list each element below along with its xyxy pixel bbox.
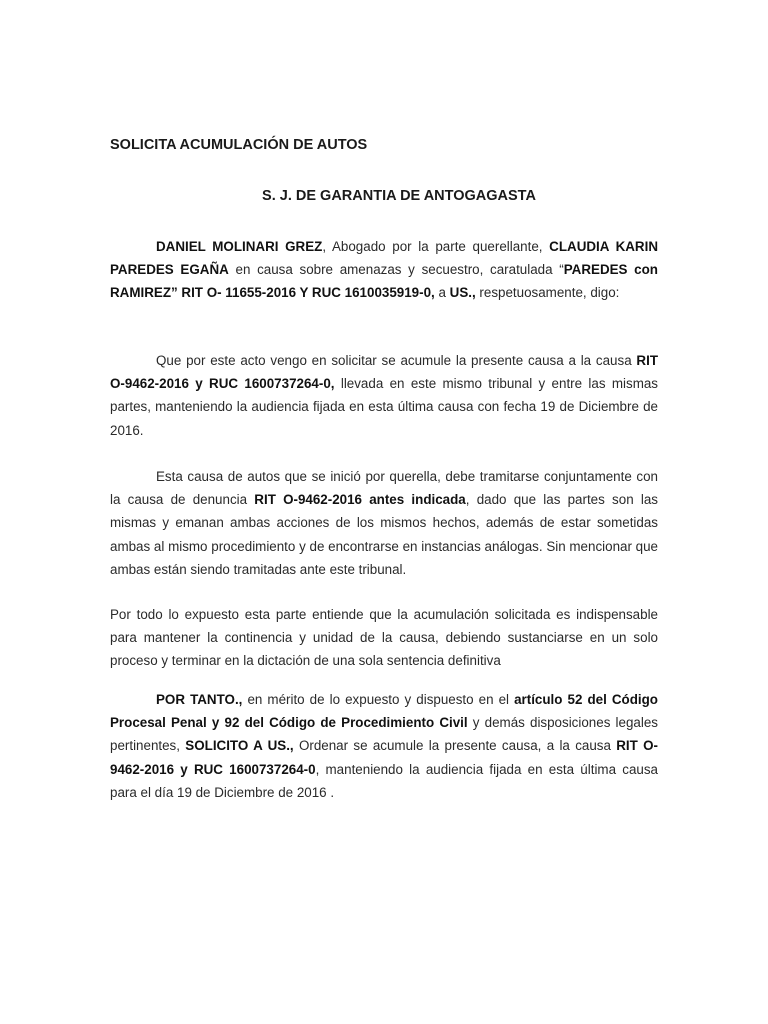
legal-articles: artículo 52 del Código Procesal Penal y 92 del Código de Procedimiento Civil [110, 692, 658, 731]
paragraph-introduction: DANIEL MOLINARI GREZ, Abogado por la parte querellante, CLAUDIA KARIN PAREDES EGAÑA en causa sobre amenazas y secuestro, caratulada “PAREDES con RAMIREZ” RIT O- 11655-2016 Y RUC 1610035919-0, a US., respetuosamente, digo: [110, 239, 658, 301]
case-reference: RIT O-9462-2016 antes indicada [254, 492, 466, 508]
paragraph-conclusion: Por todo lo expuesto esta parte entiende que la acumulación solicitada es indispensable para mantener la continencia y unidad de la causa, debiendo sustanciarse en un solo proceso y terminar en la dictación de una sola sentencia definitiva [110, 607, 658, 669]
paragraph-petition: POR TANTO., en mérito de lo expuesto y dispuesto en el artículo 52 del Código Procesal Penal y 92 del Código de Procedimiento Civil y demás disposiciones legales pertinentes, SOLICITO A US., Ordenar se acumule la presente causa, a la causa RIT O-9462-2016 y RUC 1600737264-0, manteniendo la audiencia fijada en esta última causa para el día 19 de Diciembre de 2016 . [110, 692, 659, 800]
paragraph-request: Que por este acto vengo en solicitar se acumule la presente causa a la causa RIT O-9462-2016 y RUC 1600737264-0, llevada en este mismo tribunal y entre las mismas partes, manteniendo la audiencia fijada en esta última causa con fecha 19 de Diciembre de 2016. [110, 353, 658, 438]
lawyer-name: DANIEL MOLINARI GREZ [156, 239, 323, 254]
case-caption: PAREDES con RAMIREZ” RIT O- 11655-2016 Y RUC 1610035919-0, [110, 262, 658, 301]
paragraph-justification: Esta causa de autos que se inició por querella, debe tramitarse conjuntamente con la causa de denuncia RIT O-9462-2016 antes indicada, dado que las partes son las mismas y emanan ambas acciones de los mismos hechos, además de estar sometidas ambas al mismo procedimiento y de encontrarse en instancias análogas. Sin mencionar que ambas están siendo tramitadas ante este tribunal. [110, 469, 658, 577]
document-title: SOLICITA ACUMULACIÓN DE AUTOS [110, 137, 368, 153]
solicito: SOLICITO A US., [185, 738, 294, 754]
case-reference: RIT O-9462-2016 y RUC 1600737264-0, [110, 353, 658, 392]
court-heading: S. J. DE GARANTIA DE ANTOGAGASTA [262, 188, 536, 204]
client-name: CLAUDIA KARIN PAREDES EGAÑA [110, 239, 658, 278]
por-tanto: POR TANTO., [156, 692, 243, 707]
case-reference: RIT O-9462-2016 y RUC 1600737264-0 [110, 738, 659, 777]
